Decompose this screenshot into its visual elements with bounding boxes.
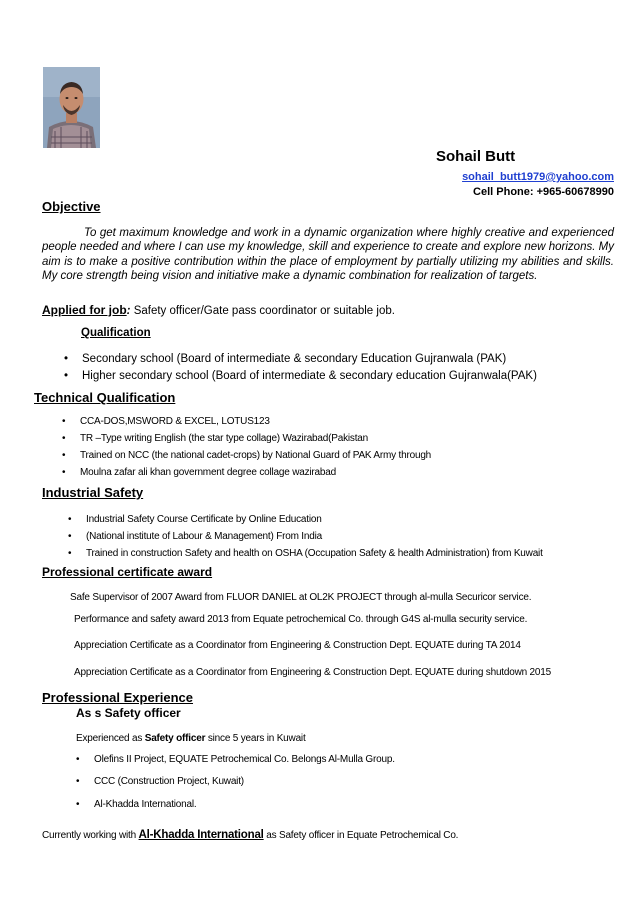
list-item: • Moulna zafar ali khan government degree collage wazirabad: [80, 464, 431, 481]
applied-value: Safety officer/Gate pass coordinator or suitable job.: [130, 305, 395, 317]
intro-duration: since 5 years in Kuwait: [205, 733, 306, 744]
candidate-name: Sohail Butt: [436, 148, 516, 165]
list-item: • CCC (Construction Project, Kuwait): [94, 776, 395, 799]
list-item: • (National institute of Labour & Management) From India: [86, 528, 543, 545]
list-item: • Industrial Safety Course Certificate by Online Education: [86, 511, 543, 528]
list-item: • Trained in construction Safety and health on OSHA (Occupation Safety & health Administration) from Kuwait: [86, 545, 543, 562]
list-item: • Olefins II Project, EQUATE Petrochemical Co. Belongs Al-Mulla Group.: [94, 754, 395, 776]
intro-text: Experienced as: [76, 733, 145, 744]
current-company: Al-Khadda International: [138, 829, 264, 841]
certificate-item: Performance and safety award 2013 from Equate petrochemical Co. through G4S al-mulla security service.: [74, 614, 528, 625]
technical-list: [80, 413, 431, 481]
applied-label: Applied for job: [42, 303, 127, 317]
profile-photo: [43, 67, 100, 148]
current-text: Currently working with: [42, 830, 139, 841]
list-item: • Al-Khadda International.: [94, 799, 395, 810]
applied-for-job: [42, 303, 395, 317]
list-item: • Secondary school (Board of intermediate & secondary Education Gujranwala (PAK): [82, 351, 537, 368]
experience-subheading: As s Safety officer: [76, 706, 181, 720]
current-employment: [42, 829, 458, 841]
email-link[interactable]: sohail_butt1979@yahoo.com: [462, 171, 614, 183]
objective-heading: Objective: [42, 199, 101, 214]
certificate-item: Appreciation Certificate as a Coordinator from Engineering & Construction Dept. EQUATE during TA 2014: [74, 640, 521, 651]
list-item: • TR –Type writing English (the star type collage) Wazirabad(Pakistan: [80, 430, 431, 447]
experience-heading: Professional Experience: [42, 690, 194, 705]
industrial-list: [86, 511, 543, 562]
applied-colon: :: [126, 305, 131, 317]
qualification-list: [82, 351, 537, 385]
industrial-heading: Industrial Safety: [42, 485, 144, 500]
objective-text: [42, 226, 614, 284]
experience-intro: [76, 733, 306, 744]
current-role: as Safety officer in Equate Petrochemical Co.: [263, 830, 459, 841]
certificate-item: Appreciation Certificate as a Coordinator from Engineering & Construction Dept. EQUATE during shutdown 2015: [74, 667, 552, 678]
intro-role: Safety officer: [144, 733, 206, 744]
technical-heading: Technical Qualification: [34, 390, 176, 405]
list-item: • Higher secondary school (Board of intermediate & secondary education Gujranwala(PAK): [82, 368, 537, 385]
objective-body: To get maximum knowledge and work in a dynamic organization where highly creative and experienced people needed and where I can use my knowledge, skill and experience to create and explore new horizons. My aim is to make a positive contribution within the place of employment by partially utilizing my abilities and skills. My core strength being vision and initiative make a dynamic combination for realization of targets.: [42, 227, 614, 283]
certificate-item: Safe Supervisor of 2007 Award from FLUOR DANIEL at OL2K PROJECT through al-mulla Securicor service.: [70, 592, 532, 603]
phone-number: Cell Phone: +965-60678990: [473, 186, 614, 198]
experience-list: [94, 754, 395, 810]
list-item: • CCA-DOS,MSWORD & EXCEL, LOTUS123: [80, 413, 431, 430]
qualification-heading: Qualification: [81, 327, 151, 339]
list-item: • Trained on NCC (the national cadet-crops) by National Guard of PAK Army through: [80, 447, 431, 464]
certificates-heading: Professional certificate award: [42, 565, 213, 579]
